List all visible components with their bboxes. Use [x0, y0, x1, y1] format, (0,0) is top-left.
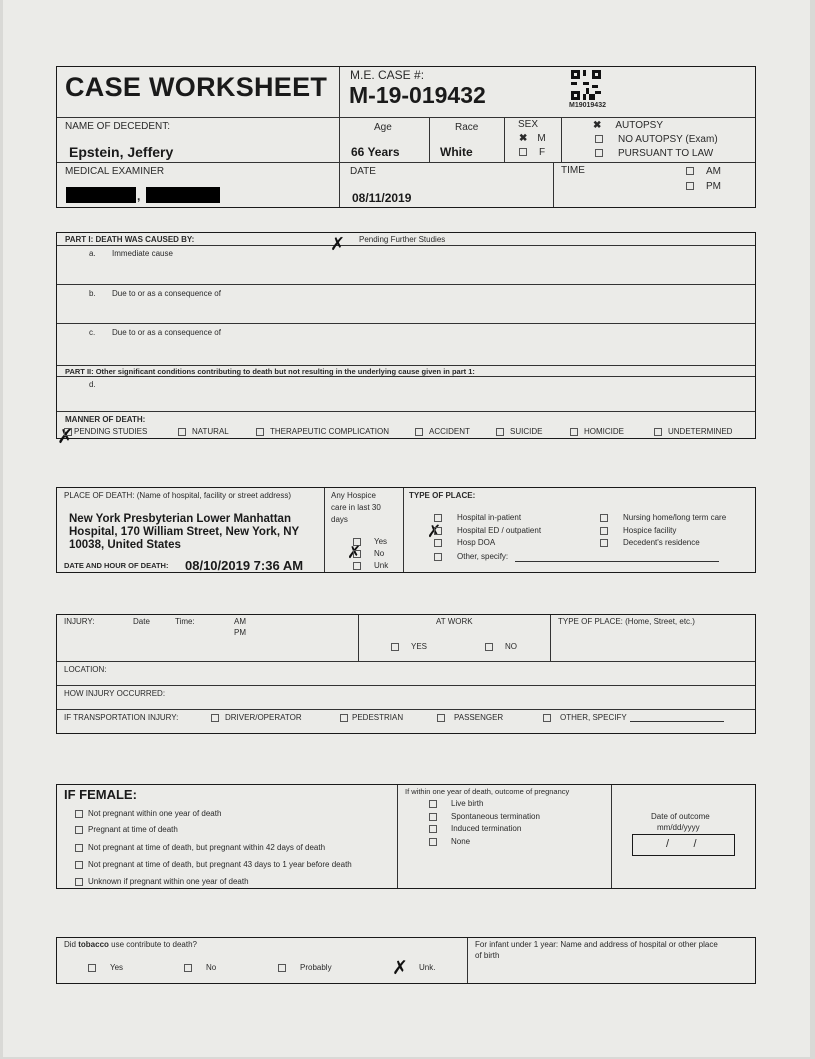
- worksheet-title: CASE WORKSHEET: [65, 72, 328, 102]
- checkbox-icon: [75, 878, 83, 886]
- manner-option-homicide[interactable]: HOMICIDE: [570, 427, 624, 436]
- transport-injury-label: IF TRANSPORTATION INJURY:: [64, 713, 179, 722]
- hospice-no-option[interactable]: No: [353, 549, 384, 558]
- checkbox-icon: [256, 428, 264, 436]
- other-specify-line: [630, 721, 724, 722]
- checkbox-icon: [391, 643, 399, 651]
- at-work-yes-option[interactable]: YES: [391, 642, 427, 651]
- type-option-doa[interactable]: Hosp DOA: [434, 538, 495, 547]
- female-option-43-days[interactable]: Not pregnant at time of death, but pregnant 43 days to 1 year before death: [75, 860, 352, 869]
- location-label: LOCATION:: [64, 665, 107, 674]
- tobacco-yes-option[interactable]: Yes: [88, 963, 123, 972]
- death-datetime-label: DATE AND HOUR OF DEATH:: [64, 561, 169, 570]
- decedent-name: Epstein, Jeffery: [69, 144, 174, 160]
- line-d-letter: d.: [89, 380, 96, 389]
- line-c-label: Due to or as a consequence of: [112, 328, 221, 337]
- checkbox-icon: [437, 714, 445, 722]
- female-option-pregnant[interactable]: Pregnant at time of death: [75, 825, 178, 834]
- age-value: 66 Years: [351, 145, 400, 159]
- checkbox-icon: [353, 562, 361, 570]
- checkbox-icon: [686, 167, 694, 175]
- female-option-not-pregnant[interactable]: Not pregnant within one year of death: [75, 809, 221, 818]
- outcome-spontaneous[interactable]: Spontaneous termination: [429, 812, 540, 821]
- line-b-label: Due to or as a consequence of: [112, 289, 221, 298]
- part1-heading: PART I: DEATH WAS CAUSED BY:: [65, 235, 195, 244]
- manner-heading: MANNER OF DEATH:: [65, 415, 146, 424]
- sex-m-option[interactable]: ✖ M: [519, 133, 546, 144]
- pursuant-option[interactable]: PURSUANT TO LAW: [595, 148, 713, 159]
- outcome-none[interactable]: None: [429, 837, 470, 846]
- date-label: DATE: [350, 166, 376, 177]
- sex-f-option[interactable]: F: [519, 147, 545, 158]
- checkbox-icon: [429, 825, 437, 833]
- infant-birth-label-1: For infant under 1 year: Name and address of hospital or other place: [475, 940, 718, 949]
- checkbox-icon: [340, 714, 348, 722]
- manner-option-accident[interactable]: ACCIDENT: [415, 427, 470, 436]
- manner-option-suicide[interactable]: SUICIDE: [496, 427, 542, 436]
- how-injury-label: HOW INJURY OCCURRED:: [64, 689, 166, 698]
- checkbox-icon: [353, 550, 361, 558]
- decedent-name-label: NAME OF DECEDENT:: [65, 121, 171, 132]
- at-work-label: AT WORK: [436, 617, 473, 626]
- other-specify-line: [515, 561, 719, 562]
- place-line-1: New York Presbyterian Lower Manhattan: [69, 513, 291, 525]
- infant-birth-label-2: of birth: [475, 951, 500, 960]
- injury-date-label: Date: [133, 617, 150, 626]
- checkbox-icon: [600, 527, 608, 535]
- age-label: Age: [374, 122, 392, 133]
- medical-examiner-label: MEDICAL EXAMINER: [65, 166, 165, 177]
- tobacco-unk-option[interactable]: Unk.: [419, 963, 436, 972]
- pregnancy-outcome-label: If within one year of death, outcome of pregnancy: [405, 787, 570, 796]
- handwritten-x-mark: ✗: [392, 957, 408, 979]
- checkbox-icon: [75, 844, 83, 852]
- place-line-2: Hospital, 170 William Street, New York, NY: [69, 526, 300, 538]
- handwritten-x-mark: ✗: [347, 543, 362, 563]
- injury-label: INJURY:: [64, 617, 95, 626]
- line-c-letter: c.: [89, 328, 96, 337]
- injury-place-type-label: TYPE OF PLACE: (Home, Street, etc.): [558, 617, 695, 626]
- time-label: TIME: [561, 165, 585, 176]
- checkbox-icon: [496, 428, 504, 436]
- transport-passenger-option[interactable]: PASSENGER: [437, 713, 503, 722]
- checkbox-icon: [429, 813, 437, 821]
- case-number-label: M.E. CASE #:: [350, 68, 425, 82]
- checkbox-icon: [64, 428, 72, 436]
- qr-code: [571, 70, 601, 100]
- case-number: M-19-019432: [349, 82, 486, 108]
- type-of-place-label: TYPE OF PLACE:: [409, 491, 476, 500]
- race-label: Race: [455, 122, 479, 133]
- checkbox-icon: [178, 428, 186, 436]
- checkbox-icon: [600, 539, 608, 547]
- handwritten-check-mark: ✗: [57, 424, 74, 448]
- checkbox-icon: [211, 714, 219, 722]
- date-of-outcome-format: mm/dd/yyyy: [657, 823, 700, 832]
- transport-pedestrian-option[interactable]: PEDESTRIAN: [340, 713, 403, 722]
- checkbox-icon: [686, 182, 694, 190]
- manner-option-undetermined[interactable]: UNDETERMINED: [654, 427, 732, 436]
- checkbox-icon: [600, 514, 608, 522]
- tobacco-question: Did tobacco use contribute to death?: [64, 940, 197, 949]
- hospice-label-1: Any Hospice: [331, 491, 376, 500]
- exam-date: 08/11/2019: [352, 191, 412, 205]
- redaction-bar: [66, 187, 136, 203]
- transport-driver-option[interactable]: DRIVER/OPERATOR: [211, 713, 302, 722]
- checkbox-icon: [595, 149, 603, 157]
- checkbox-icon: [75, 826, 83, 834]
- checkbox-icon: [184, 964, 192, 972]
- tobacco-no-option[interactable]: No: [184, 963, 216, 972]
- checkbox-icon: [429, 800, 437, 808]
- place-line-3: 10038, United States: [69, 539, 181, 551]
- type-option-residence[interactable]: Decedent's residence: [600, 538, 700, 547]
- date-of-outcome-label: Date of outcome: [651, 812, 710, 821]
- type-option-nursing[interactable]: Nursing home/long term care: [600, 513, 726, 522]
- date-of-outcome-slashes: / /: [666, 838, 697, 850]
- pending-note: Pending Further Studies: [359, 235, 446, 244]
- checkbox-icon: [429, 838, 437, 846]
- line-a-letter: a.: [89, 249, 96, 258]
- examiner-comma: ,: [137, 189, 141, 203]
- place-of-death-label: PLACE OF DEATH: (Name of hospital, facility or street address): [64, 491, 292, 500]
- type-option-inpatient[interactable]: Hospital in-patient: [434, 513, 521, 522]
- no-autopsy-option[interactable]: NO AUTOPSY (Exam): [595, 134, 718, 145]
- injury-pm[interactable]: PM: [234, 628, 246, 637]
- female-option-unknown[interactable]: Unknown if pregnant within one year of death: [75, 877, 249, 886]
- type-option-hospice[interactable]: Hospice facility: [600, 526, 676, 535]
- manner-option-natural[interactable]: NATURAL: [178, 427, 229, 436]
- manner-option-therapeutic[interactable]: THERAPEUTIC COMPLICATION: [256, 427, 389, 436]
- line-a-label: Immediate cause: [112, 249, 173, 258]
- checkbox-icon: [88, 964, 96, 972]
- at-work-no-option[interactable]: NO: [485, 642, 517, 651]
- hospice-unk-option[interactable]: Unk: [353, 561, 388, 570]
- if-female-heading: IF FEMALE:: [64, 787, 137, 802]
- outcome-live-birth[interactable]: Live birth: [429, 799, 483, 808]
- checkbox-icon: [654, 428, 662, 436]
- hospice-yes-option[interactable]: Yes: [353, 537, 387, 546]
- tobacco-probably-option[interactable]: Probably: [278, 963, 332, 972]
- sex-label: SEX: [518, 119, 539, 130]
- handwritten-x-mark: ✗: [427, 522, 442, 542]
- death-datetime: 08/10/2019 7:36 AM: [185, 558, 304, 573]
- checkbox-icon: [415, 428, 423, 436]
- checkbox-icon: [543, 714, 551, 722]
- checkbox-icon: [570, 428, 578, 436]
- checkbox-icon: [434, 527, 442, 535]
- handwritten-x-mark: ✗: [330, 234, 346, 255]
- checkbox-icon: [278, 964, 286, 972]
- time-pm-option[interactable]: PM: [686, 181, 721, 192]
- checkbox-icon: [519, 148, 527, 156]
- case-worksheet-page: [3, 0, 810, 1057]
- female-option-42-days[interactable]: Not pregnant at time of death, but pregnant within 42 days of death: [75, 843, 325, 852]
- qr-caption: M19019432: [569, 102, 606, 109]
- checkbox-icon: [75, 810, 83, 818]
- checkbox-icon: [434, 514, 442, 522]
- hospice-label-3: days: [331, 515, 348, 524]
- checkbox-icon: [434, 553, 442, 561]
- autopsy-option[interactable]: ✖ AUTOPSY: [593, 120, 663, 131]
- sex-m-checked-icon: ✖: [519, 133, 528, 144]
- line-b-letter: b.: [89, 289, 96, 298]
- injury-am[interactable]: AM: [234, 617, 246, 626]
- autopsy-checked-icon: ✖: [593, 120, 602, 131]
- outcome-induced[interactable]: Induced termination: [429, 824, 521, 833]
- checkbox-icon: [485, 643, 493, 651]
- checkbox-icon: [75, 861, 83, 869]
- manner-option-pending[interactable]: PENDING STUDIES: [64, 427, 147, 436]
- time-am-option[interactable]: AM: [686, 166, 721, 177]
- transport-other-option[interactable]: OTHER, SPECIFY: [543, 713, 627, 722]
- redaction-bar: [146, 187, 220, 203]
- checkbox-icon: [595, 135, 603, 143]
- injury-time-label: Time:: [175, 617, 195, 626]
- part2-heading: PART II: Other significant conditions contributing to death but not resulting in the underlying cause given in part 1:: [65, 367, 475, 376]
- checkbox-icon: [434, 539, 442, 547]
- race-value: White: [440, 145, 473, 159]
- hospice-label-2: care in last 30: [331, 503, 381, 512]
- type-option-other[interactable]: Other, specify:: [434, 552, 508, 561]
- type-option-ed[interactable]: Hospital ED / outpatient: [434, 526, 541, 535]
